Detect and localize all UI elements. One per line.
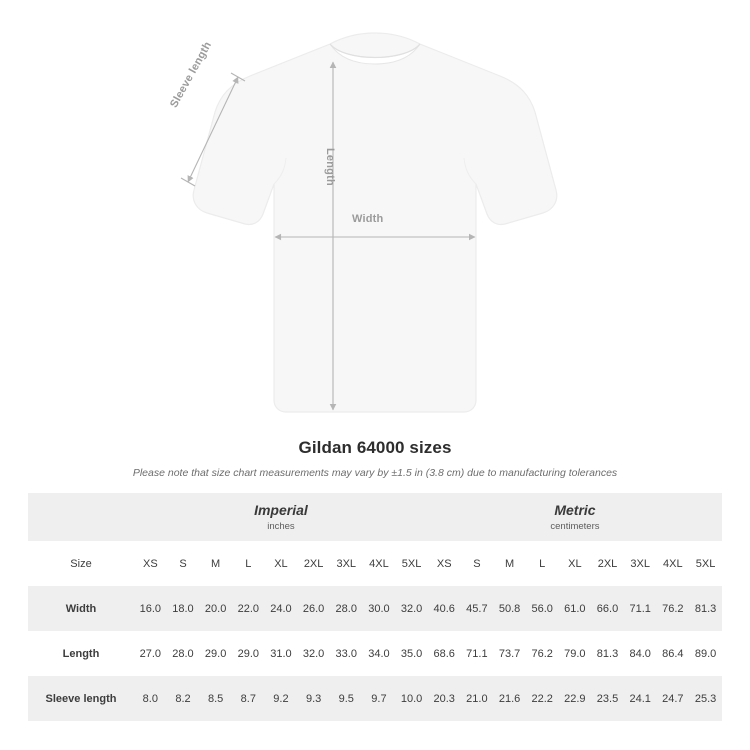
cell-width-metric-2xl: 66.0 — [591, 586, 624, 631]
size-header-metric-5xl: 5XL — [689, 541, 722, 586]
cell-width-metric-4xl: 76.2 — [657, 586, 690, 631]
cell-sleeve-metric-xs: 20.3 — [428, 676, 461, 721]
cell-length-metric-l: 76.2 — [531, 647, 553, 660]
cell-width-imperial-xs: 16.0 — [134, 586, 167, 631]
cell-length-imperial-l: 29.0 — [237, 647, 259, 660]
sleeve-length-label: Sleeve length — [168, 39, 215, 110]
cell-length-metric-xs: 68.6 — [433, 647, 455, 660]
size-header-metric-xl: XL — [559, 541, 592, 586]
cell-sleeve-metric-5xl: 25.3 — [689, 676, 722, 721]
cell-width-imperial-s: 18.0 — [167, 586, 200, 631]
cell-sleeve-metric-s: 21.0 — [461, 676, 494, 721]
cell-sleeve-imperial-s: 8.2 — [167, 676, 200, 721]
cell-length-imperial-4xl: 34.0 — [368, 647, 390, 660]
size-header-imperial-4xl: 4XL — [363, 541, 396, 586]
cell-length-imperial-s: 28.0 — [172, 647, 194, 660]
cell-sleeve-imperial-2xl: 9.3 — [297, 676, 330, 721]
cell-sleeve-metric-m: 21.6 — [493, 676, 526, 721]
tolerance-note: Please note that size chart measurements may vary by ±1.5 in (3.8 cm) due to manufacturing tolerances — [132, 467, 618, 479]
cell-sleeve-metric-4xl: 24.7 — [657, 676, 690, 721]
size-header-metric-l: L — [526, 541, 559, 586]
width-label: Width — [352, 213, 384, 225]
cell-sleeve-imperial-xs: 8.0 — [134, 676, 167, 721]
cell-length-metric-5xl: 89.0 — [694, 647, 717, 660]
cell-sleeve-metric-2xl: 23.5 — [591, 676, 624, 721]
cell-length-imperial-xs: 27.0 — [139, 647, 162, 660]
unit-header-row — [28, 493, 722, 541]
row-label-length: Length — [62, 647, 100, 660]
size-header-metric-s: S — [461, 541, 494, 586]
cell-width-imperial-l: 22.0 — [232, 586, 265, 631]
cell-width-metric-5xl: 81.3 — [689, 586, 722, 631]
unit-group-metric-name: Metric — [554, 501, 596, 518]
cell-length-metric-4xl: 86.4 — [662, 647, 684, 660]
cell-length-metric-xl: 79.0 — [564, 647, 586, 660]
unit-group-imperial-name: Imperial — [254, 501, 308, 518]
cell-sleeve-imperial-4xl: 9.7 — [363, 676, 396, 721]
cell-length-imperial-2xl: 32.0 — [302, 647, 325, 660]
length-label: Length — [324, 148, 336, 186]
cell-width-imperial-4xl: 30.0 — [363, 586, 396, 631]
cell-sleeve-imperial-3xl: 9.5 — [330, 676, 363, 721]
page-title: Gildan 64000 sizes — [298, 438, 452, 457]
row-label-width: Width — [28, 586, 134, 631]
cell-length-imperial-5xl: 35.0 — [400, 647, 423, 660]
size-header-imperial-2xl: 2XL — [297, 541, 330, 586]
size-header-imperial-xl: XL — [265, 541, 298, 586]
size-header-imperial-3xl: 3XL — [330, 541, 363, 586]
size-header-label: Size — [28, 541, 134, 586]
cell-length-metric-3xl: 84.0 — [629, 647, 651, 660]
cell-length-imperial-3xl: 33.0 — [335, 647, 357, 660]
cell-width-imperial-2xl: 26.0 — [297, 586, 330, 631]
unit-group-imperial — [134, 493, 428, 541]
cell-sleeve-imperial-l: 8.7 — [232, 676, 265, 721]
cell-width-imperial-xl: 24.0 — [265, 586, 298, 631]
table-row — [28, 676, 722, 721]
cell-sleeve-metric-l: 22.2 — [526, 676, 559, 721]
cell-sleeve-imperial-m: 8.5 — [199, 676, 232, 721]
cell-length-metric-2xl: 81.3 — [596, 647, 619, 660]
cell-width-metric-xs: 40.6 — [428, 586, 461, 631]
cell-length-imperial-m: 29.0 — [204, 647, 227, 660]
size-header-imperial-s: S — [167, 541, 200, 586]
cell-length-metric-m: 73.7 — [498, 647, 521, 660]
size-header-metric-2xl: 2XL — [591, 541, 624, 586]
size-header-metric-m: M — [493, 541, 526, 586]
unit-group-metric — [428, 493, 722, 541]
cell-sleeve-metric-xl: 22.9 — [559, 676, 592, 721]
cell-sleeve-imperial-5xl: 10.0 — [395, 676, 428, 721]
size-table-wrap — [28, 493, 722, 721]
cell-width-metric-l: 56.0 — [526, 586, 559, 631]
cell-width-metric-xl: 61.0 — [559, 586, 592, 631]
row-label-sleeve-length: Sleeve length — [28, 676, 134, 721]
cell-width-metric-3xl: 71.1 — [624, 586, 657, 631]
size-header-imperial-5xl: 5XL — [395, 541, 428, 586]
table-row — [28, 586, 722, 631]
cell-width-metric-m: 50.8 — [493, 586, 526, 631]
cell-sleeve-metric-3xl: 24.1 — [624, 676, 657, 721]
size-header-metric-3xl: 3XL — [624, 541, 657, 586]
size-header-metric-4xl: 4XL — [657, 541, 690, 586]
cell-sleeve-imperial-xl: 9.2 — [265, 676, 298, 721]
cell-length-imperial-xl: 31.0 — [270, 647, 292, 660]
size-header-imperial-m: M — [199, 541, 232, 586]
title-block — [0, 438, 750, 479]
table-row — [28, 631, 722, 676]
cell-width-imperial-5xl: 32.0 — [395, 586, 428, 631]
size-header-imperial-xs: XS — [134, 541, 167, 586]
size-header-metric-xs: XS — [428, 541, 461, 586]
cell-width-imperial-m: 20.0 — [199, 586, 232, 631]
size-table — [28, 493, 722, 721]
unit-group-metric-sub: centimeters — [550, 521, 600, 533]
unit-group-imperial-sub: inches — [267, 521, 295, 533]
size-header-row — [28, 541, 722, 586]
cell-width-imperial-3xl: 28.0 — [330, 586, 363, 631]
cell-width-metric-s: 45.7 — [461, 586, 494, 631]
cell-length-metric-s: 71.1 — [466, 647, 488, 660]
unit-row-spacer — [28, 493, 134, 541]
size-header-imperial-l: L — [232, 541, 265, 586]
